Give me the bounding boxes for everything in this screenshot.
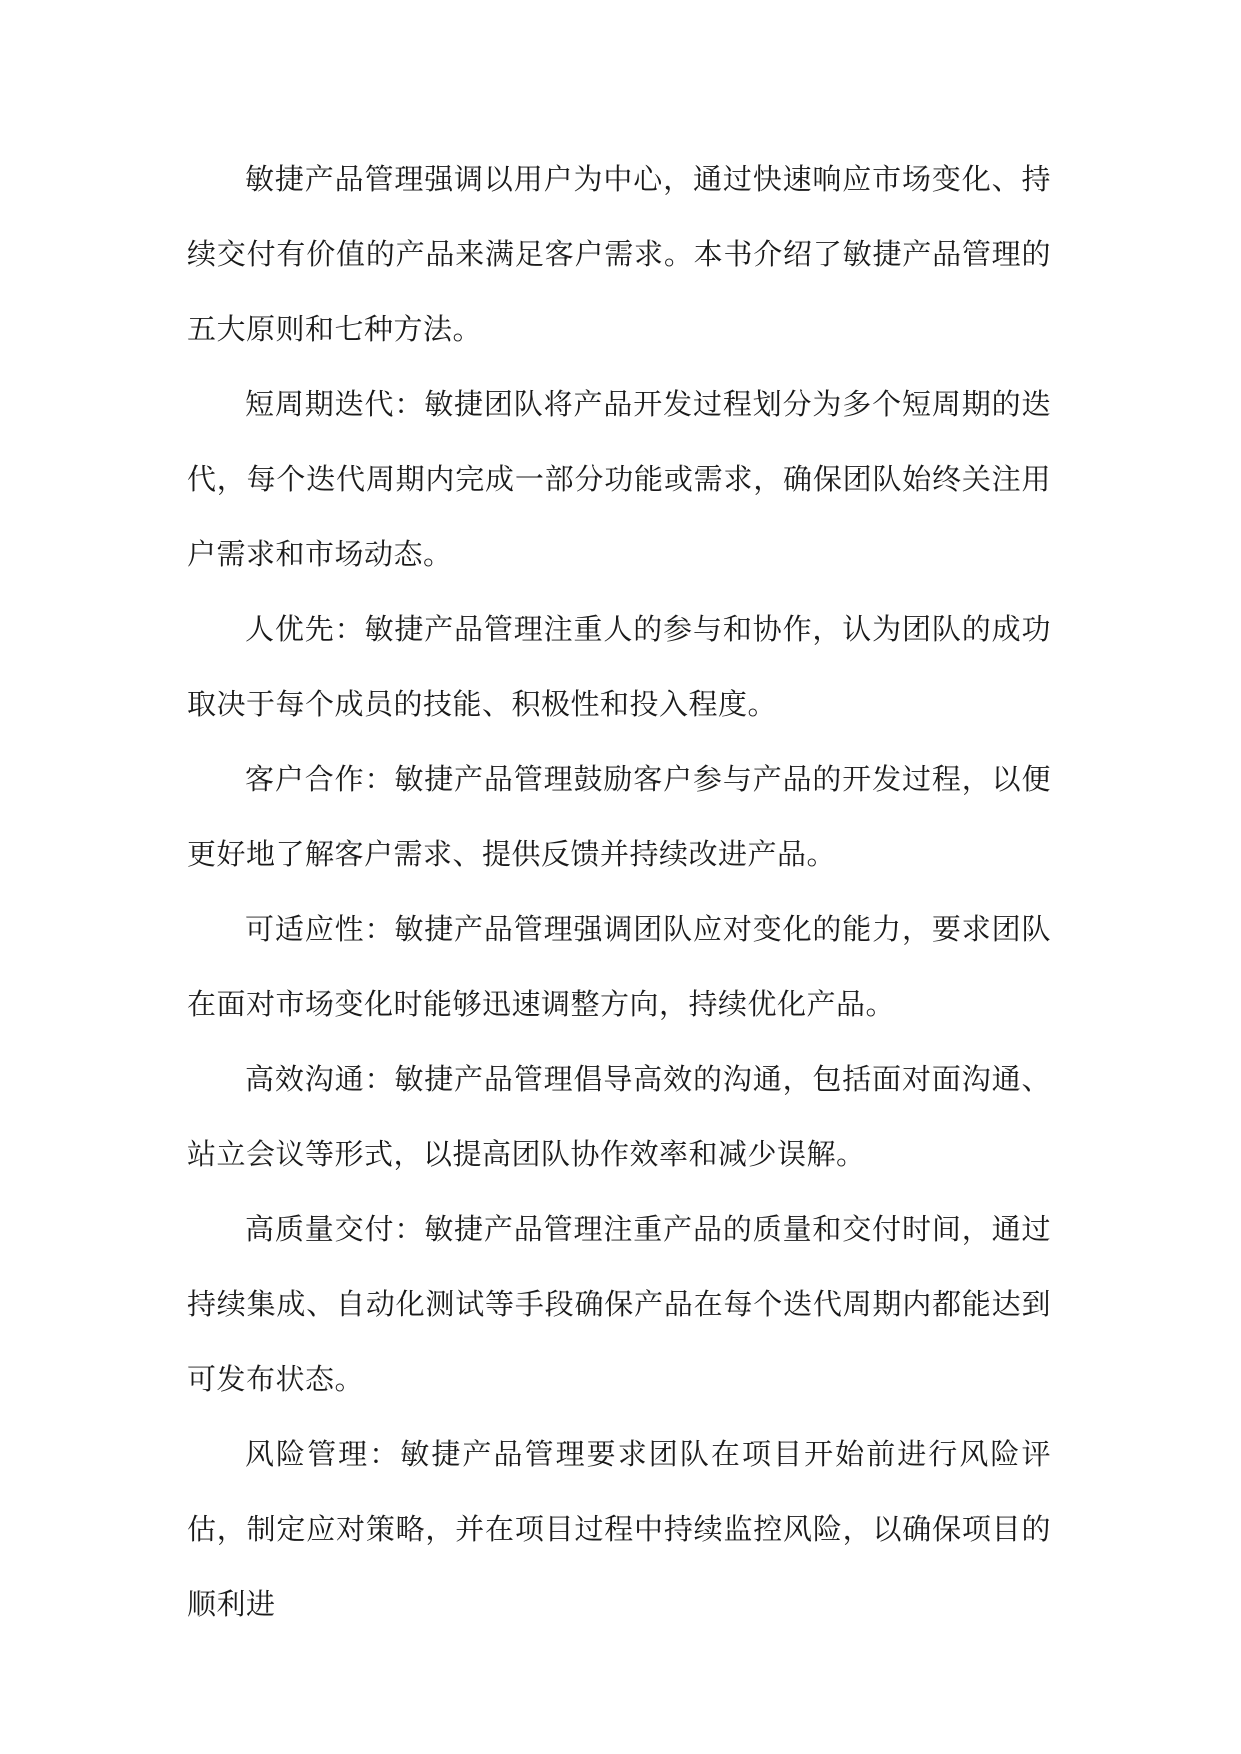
document-body xyxy=(187,142,1051,1642)
paragraph-adaptability: 可适应性：敏捷产品管理强调团队应对变化的能力，要求团队在面对市场变化时能够迅速调整方向，持续优化产品。 xyxy=(187,912,1051,1021)
paragraph-quality-delivery: 高质量交付：敏捷产品管理注重产品的质量和交付时间，通过持续集成、自动化测试等手段确保产品在每个迭代周期内都能达到可发布状态。 xyxy=(187,1212,1051,1396)
paragraph-customer-collaboration: 客户合作：敏捷产品管理鼓励客户参与产品的开发过程，以便更好地了解客户需求、提供反馈并持续改进产品。 xyxy=(187,762,1051,871)
paragraph-intro: 敏捷产品管理强调以用户为中心，通过快速响应市场变化、持续交付有价值的产品来满足客户需求。本书介绍了敏捷产品管理的五大原则和七种方法。 xyxy=(187,162,1051,346)
paragraph-short-iterations: 短周期迭代：敏捷团队将产品开发过程划分为多个短周期的迭代，每个迭代周期内完成一部分功能或需求，确保团队始终关注用户需求和市场动态。 xyxy=(187,387,1051,571)
paragraph-efficient-communication: 高效沟通：敏捷产品管理倡导高效的沟通，包括面对面沟通、站立会议等形式，以提高团队协作效率和减少误解。 xyxy=(187,1062,1051,1171)
paragraph-risk-management: 风险管理：敏捷产品管理要求团队在项目开始前进行风险评估，制定应对策略，并在项目过程中持续监控风险，以确保项目的顺利进 xyxy=(187,1437,1051,1621)
paragraph-people-first: 人优先：敏捷产品管理注重人的参与和协作，认为团队的成功取决于每个成员的技能、积极性和投入程度。 xyxy=(187,612,1051,721)
